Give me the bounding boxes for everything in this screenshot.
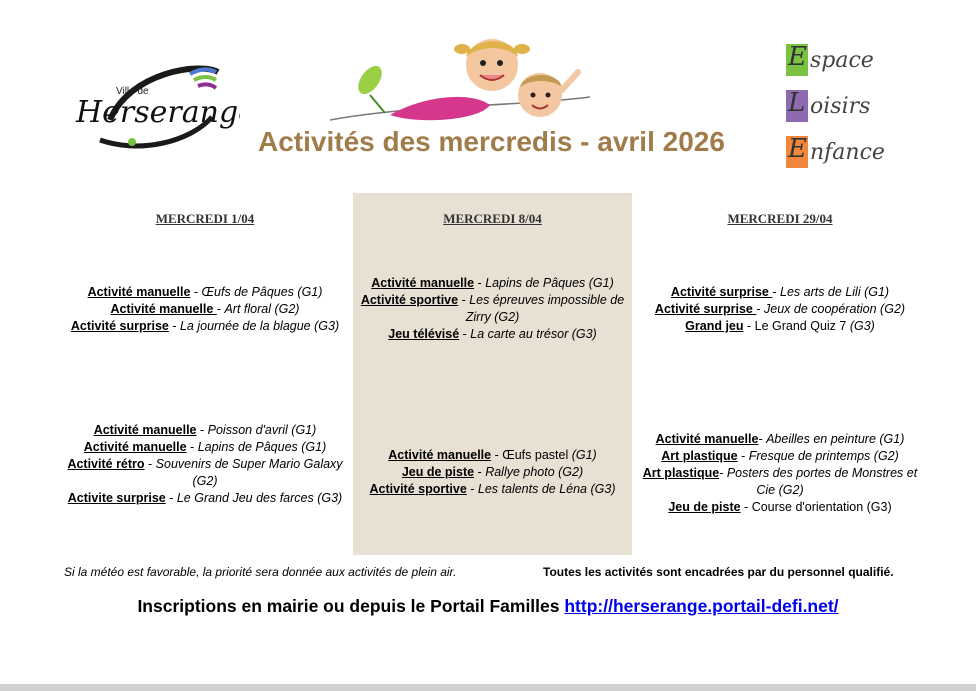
separator: - xyxy=(474,276,486,290)
logo-small-text: Ville de xyxy=(116,86,149,97)
separator: - xyxy=(466,482,478,496)
activity-name: Le Grand Quiz 7 xyxy=(754,319,850,333)
elf-initial: E xyxy=(788,42,807,72)
activity-description: La journée de la blague (G3) xyxy=(179,319,340,333)
separator: - xyxy=(740,500,752,514)
separator: - xyxy=(772,285,780,299)
activity-type: Activite surprise xyxy=(67,491,166,505)
activity-name: Œufs pastel xyxy=(502,448,572,462)
activity-line xyxy=(60,318,350,335)
activity-type: Activité surprise xyxy=(70,319,169,333)
activity-type: Jeu de piste xyxy=(401,465,475,479)
separator: - xyxy=(459,327,471,341)
separator: - xyxy=(719,466,727,480)
separator: - xyxy=(144,457,156,471)
activity-type: Activité rétro xyxy=(67,457,145,471)
activity-type: Grand jeu xyxy=(685,319,744,333)
activity-description: Les talents de Léna (G3) xyxy=(477,482,616,496)
day-heading-2: MERCREDI 8/04 xyxy=(443,211,542,226)
activity-type: Activité manuelle xyxy=(371,276,475,290)
activity-type: Jeu télévisé xyxy=(388,327,460,341)
activity-name: Course d'orientation (G3) xyxy=(751,500,892,514)
activity-type: Art plastique xyxy=(642,466,720,480)
activity-line xyxy=(353,326,632,343)
activity-line xyxy=(353,481,632,498)
activity-type: Activité surprise xyxy=(670,285,773,299)
activity-description: Art floral (G2) xyxy=(224,302,300,316)
activity-type: Jeu de piste xyxy=(668,500,741,514)
day-heading-3: MERCREDI 29/04 xyxy=(727,211,833,226)
weather-note: Si la météo est favorable, la priorité sera donnée aux activités de plein air. xyxy=(64,565,457,579)
activity-line xyxy=(353,447,632,464)
espace-loisirs-enfance-logo xyxy=(786,38,966,178)
activity-line xyxy=(353,275,632,292)
activity-type: Activité manuelle xyxy=(388,448,492,462)
separator: - xyxy=(168,319,180,333)
activity-line xyxy=(55,490,355,507)
activity-description: Rallye photo (G2) xyxy=(485,465,584,479)
activity-description: Les épreuves impossible de Zirry (G2) xyxy=(465,293,625,324)
activity-description: Fresque de printemps (G2) xyxy=(748,449,899,463)
activity-block-1-morning xyxy=(60,284,350,335)
activity-block-1-afternoon xyxy=(55,422,355,507)
activity-type: Activité manuelle xyxy=(87,285,191,299)
separator: - xyxy=(491,448,503,462)
activity-type: Activité sportive xyxy=(369,482,467,496)
activity-description: Poisson d'avril (G1) xyxy=(207,423,317,437)
elf-word: oisirs xyxy=(810,93,871,119)
activity-line xyxy=(55,439,355,456)
highlight-column-background xyxy=(353,193,632,555)
activity-line xyxy=(635,465,925,499)
activity-block-2-morning xyxy=(353,275,632,343)
activity-line xyxy=(635,301,925,318)
inscription-text: Inscriptions en mairie ou depuis le Portail Familles xyxy=(137,596,565,616)
page-title: Activités des mercredis - avril 2026 xyxy=(258,126,725,157)
separator: - xyxy=(756,302,764,316)
activity-description: Abeilles en peinture (G1) xyxy=(766,432,905,446)
day-heading-1: MERCREDI 1/04 xyxy=(155,211,255,226)
activity-description: (G3) xyxy=(849,319,875,333)
bottom-divider xyxy=(0,684,976,691)
separator: - xyxy=(196,423,208,437)
activity-line xyxy=(353,292,632,326)
activity-description: Jeux de coopération (G2) xyxy=(764,302,906,316)
activity-line xyxy=(635,448,925,465)
activity-description: Les arts de Lili (G1) xyxy=(780,285,890,299)
activity-line xyxy=(635,318,925,335)
elf-initial: E xyxy=(788,134,807,164)
separator: - xyxy=(216,302,225,316)
activity-description: La carte au trésor (G3) xyxy=(470,327,597,341)
elf-row-loisirs xyxy=(786,84,870,128)
activity-type: Art plastique xyxy=(661,449,738,463)
activity-line xyxy=(353,464,632,481)
activity-description: Le Grand Jeu des farces (G3) xyxy=(176,491,343,505)
separator: - xyxy=(186,440,198,454)
elf-initial: L xyxy=(788,88,806,118)
activity-block-3-afternoon xyxy=(635,431,925,516)
activity-type: Activité manuelle xyxy=(93,423,197,437)
activity-block-3-morning xyxy=(635,284,925,335)
elf-row-enfance xyxy=(786,130,885,174)
separator: - xyxy=(165,491,177,505)
activity-line xyxy=(635,431,925,448)
activity-type: Activité manuelle xyxy=(83,440,187,454)
elf-row-espace xyxy=(786,38,874,82)
activity-line xyxy=(635,499,925,516)
separator: - xyxy=(758,432,767,446)
activity-description: Lapins de Pâques (G1) xyxy=(485,276,614,290)
separator: - xyxy=(190,285,202,299)
activity-line xyxy=(635,284,925,301)
activity-type: Activité manuelle xyxy=(655,432,759,446)
activity-line xyxy=(55,422,355,439)
activity-line xyxy=(60,301,350,318)
activity-type: Activité surprise xyxy=(654,302,757,316)
activity-description: Lapins de Pâques (G1) xyxy=(197,440,327,454)
activity-line xyxy=(60,284,350,301)
activity-type: Activité sportive xyxy=(360,293,459,307)
activity-description: Œufs de Pâques (G1) xyxy=(201,285,323,299)
activity-description: Posters des portes de Monstres et Cie (G2) xyxy=(726,466,918,497)
inscription-line xyxy=(0,596,976,617)
elf-word: nfance xyxy=(810,139,885,165)
portal-link[interactable]: http://herserange.portail-defi.net/ xyxy=(564,596,839,616)
separator: - xyxy=(737,449,749,463)
children-illustration xyxy=(330,35,590,130)
activity-line xyxy=(55,456,355,490)
activity-type: Activité manuelle xyxy=(110,302,217,316)
separator: - xyxy=(458,293,470,307)
logo-name-text: Herserange xyxy=(76,95,240,130)
herserange-logo xyxy=(70,62,240,152)
activity-block-2-afternoon xyxy=(353,447,632,498)
elf-word: space xyxy=(810,47,874,73)
activity-description: Souvenirs de Super Mario Galaxy (G2) xyxy=(155,457,343,488)
separator: - xyxy=(474,465,486,479)
activity-description: (G1) xyxy=(571,448,597,462)
staff-note: Toutes les activités sont encadrées par du personnel qualifié. xyxy=(543,565,894,579)
separator: - xyxy=(743,319,755,333)
